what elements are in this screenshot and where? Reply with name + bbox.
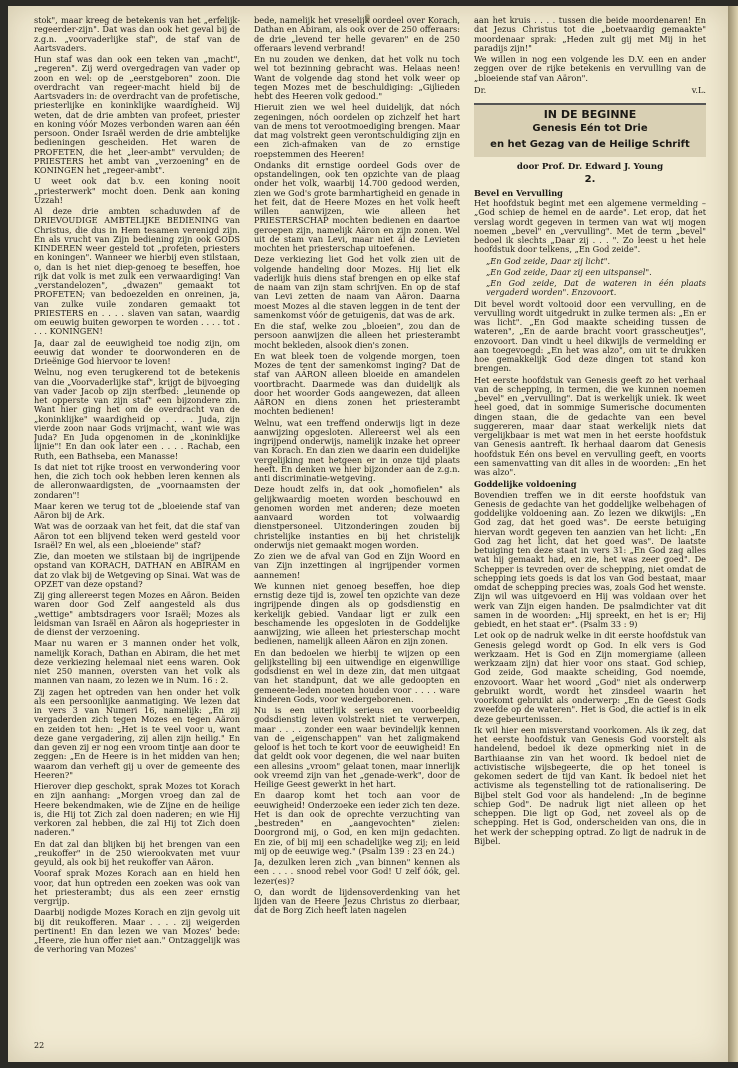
paragraph: Zo zien we de afval van God en Zijn Woord en van Zijn inzettingen al ingrijpender vormen aannemen!: [254, 551, 460, 580]
paragraph: Maar keren we terug tot de „bloeiende staf van Aäron bij de Ark.: [34, 500, 240, 520]
article-author: door Prof. Dr. Edward J. Young: [516, 162, 664, 173]
paragraph: We willen in nog een volgende les D.V. een en ander zeggen over de rijke betekenis en vervulling van de „bloeiende staf van Aäron".: [474, 54, 706, 83]
paragraph: Is dat niet tot rijke troost en verwondering voor hen, die zich toch ook hebben leren kennen als de alleronwaardigsten, de „voornaamsten der zondaren"!: [34, 461, 240, 500]
paragraph: Welnu, nog even terugkerend tot de betekenis van die „Voorvaderlijke staf", krijgt de bijvoeging van vader Jacob op zijn sterfbed: „leunende op het opperste van zijn staf" een bijzondere zin. Want hier ging het om de overdracht van de „koninklijke" waardigheid op . . . . Juda, zijn vierde zoon naar Gods vrijmacht, want wie was Juda? En Juda opgenomen in de „koninklijke lijnie"! En dan ook later een . . . . Rachab, een Ruth, een Bathseba, een Manasse!: [34, 367, 240, 461]
page-number: 22: [34, 1041, 45, 1050]
article-title-line1: Genesis Eén tot Drie: [532, 123, 648, 135]
paragraph: stok", maar kreeg de betekenis van het „erfelijk-regeerder-zijn". Dat was dan ook het geval bij de z.g.n. „voorvaderlijke staf", de staf van de Aartsvaders.: [34, 16, 240, 53]
paragraph: Dit bevel wordt voltooid door een vervulling, en de vervulling wordt uitgedrukt in zulke termen als: „En er was licht". „En God maakte scheiding tussen de wateren", „En de aarde bracht voort grasscheutjes", enzovoort. Dan vindt u heel dikwijls de vermelding er aan toegevoegd: „En het was alzo", om uit te drukken hoe gemakkelijk God deze dingen tot stand kon brengen.: [474, 298, 706, 374]
paragraph: Welnu, wat een treffend onderwijs ligt in deze aanwijzing opgesloten. Allereerst wel als een ingrijpend onderwijs, namelijk inzake het opreer van Korach. En dan zien we daarin een duidelijke vergelijking met hetgeen er in onze tijd plaats heeft. En denken we hier bijzonder aan de z.g.n. anti discriminatie-wetgeving.: [254, 417, 460, 483]
paragraph: Bovendien treffen we in dit eerste hoofdstuk van Genesis de gedachte van het goddelijke welbehagen of goddelijke voldoening aan. Zo lezen we dikwijls: „En God zag, dat het goed was". De eerste betuiging hiervan wordt gegeven ten aanzien van het licht: „En God zag het licht, dat het goed was". De laatste betuiging ten deze staat in vers 31: „En God zag alles wat hij gemaakt had, en zie, het was zeer goed". De Schepper is tevreden over de schepping, niet omdat de schepping iets goeds is dat los van God bestaat, maar omdat de schepping precies was, zoals God het wenste. Zijn wil was uitgevoerd en Hij was voldaan over het werk van Zijn eigen handen. De psalmdichter vat dit samen in de woorden: „Hij spreekt, en het is er; Hij gebiedt, en het staat er". (Psalm 33 : 9): [474, 489, 706, 629]
column-middle: [254, 16, 460, 1046]
paragraph: Ja, daar zal de eeuwigheid toe nodig zijn, om eeuwig dat wonder te doorwonderen en de Drieënige God hiervoor te loven!: [34, 337, 240, 366]
paragraph: Deze houdt zelfs in, dat ook „homofielen" als gelijkwaardig moeten worden beschouwd en genomen worden met anderen; deze moeten aanvaard worden tot volwaardig dienstpersoneel. Uitzonderingen zouden bij christelijke instanties en bij het christelijk onderwijs niet gemaakt mogen worden.: [254, 484, 460, 550]
paragraph: Ondanks dit ernstige oordeel Gods over de opstandelingen, ook ten opzichte van de plaag onder het volk, waarbij 14.700 gedood werden, zien we God's grote barmhartigheid en genade in het feit, dat de Heere Mozes en het volk heeft willen aanwijzen, wie alleen het PRIESTERSCHAP mochten bedienen en daartoe geroepen zijn, namelijk Aäron en zijn zonen. Wel uit de stam van Levi, maar niet ál de Levieten mochten het priesterschap uitoefenen.: [254, 159, 460, 253]
paragraph: Ik wil hier een misverstand voorkomen. Als ik zeg, dat het eerste hoofdstuk van Genesis God voorstelt als handelend, bedoel ik deze opmerking niet in de Barthiaanse zin van het woord. Ik bedoel niet de activistische wijsbegeerte, die op het toneel is gekomen sedert de tijd van Kant. Ik bedoel niet het activisme als tegenstelling tot de rationalisering. De Bijbel stelt God voor als handelend: „In de beginne schiep God". De nadruk ligt niet alleen op het scheppen. Die ligt op God, net zoveel als op de schepping. Het is God, onderscheiden van ons, die in het werk der schepping optrad. Zo ligt de nadruk in de Bijbel.: [474, 724, 706, 846]
page-edge: [728, 6, 738, 1062]
column-left: [34, 16, 240, 1028]
section-subheading: Goddelijke voldoening: [474, 479, 577, 490]
signature-left: Dr.: [474, 84, 487, 95]
article-body: [474, 189, 706, 846]
paragraph: En daarop komt het toch aan voor de eeuwigheid! Onderzoeke een ieder zich ten deze. Het is dan ook de oprechte verzuchting van „bestreden" en „aangevochten" zielen: Doorgrond mij, o God, en ken mijn gedachten. En zie, of bij mij een schadelijke weg zij; en leid mij op de eeuwige weg." (Psalm 139 : 23 en 24.): [254, 790, 460, 856]
paragraph: Nu is een uiterlijk serieus en voorbeeldig godsdienstig leven volstrekt niet te verwerpen, maar . . . . zonder een waar bevindelijk kennen van de „eigenschappen" van het zaligmakend geloof is het toch te kort voor de eeuwigheid! En dat geldt ook voor degenen, die wel naar buiten een allesins „vroom" gelaat tonen, maar innerlijk ook vreemd zijn van het „genade-werk", door de Heilige Geest gewerkt in het hart.: [254, 705, 460, 789]
paragraph: Al deze drie ambten schaduwden af de DRIEVOUDIGE AMBTELIJKE BEDIENING van Christus, die dus in Hem tesamen verenigd zijn. En als vrucht van Zijn bediening zijn ook GODS KINDEREN weer gesteld tot „profeten, priesters en koningen". Wanneer we hierbij even stilstaan, o, dan is het niet diep-genoeg te beseffen, hoe rijk dat volk is met zulk een verwaardiging! Van „verstandelozen", „dwazen" gemaakt tot PROFETEN; van bedoezelden en onreinen, ja, van zulke vuile zondaren gemaakt tot PRIESTERS en . . . . slaven van satan, waardig om eeuwig buiten geworpen te worden . . . . tot . . . . KONINGEN!: [34, 206, 240, 337]
paragraph: Zij zagen het optreden van hen onder het volk als een persoonlijke aanmatiging. We lezen dat in vers 3 van Numeri 16, namelijk: „En zij vergaderden zich tegen Mozes en tegen Aäron en zeiden tot hen: „Het is te veel voor u, want deze gane vergadering, zij allen zijn heilig." En dan geven zij er nog een vroom tintje aan door te zeggen: „En de Heere is in het midden van hen; waarom dan verheft gij u over de gemeente des Heeren?": [34, 686, 240, 780]
signature-right: v.L.: [691, 84, 706, 95]
paragraph: Maar nu waren er 3 mannen onder het volk, namelijk Korach, Dathan en Abiram, die het met deze verkiezing helemaal niet eens waren. Ook niet 250 mannen, oversten van het volk als mannen van naam, zo lezen we in Num. 16 : 2.: [34, 638, 240, 686]
paragraph: En die staf, welke zou „bloeien", zou dan de persoon aanwijzen die alleen het priesterambt mocht bekleden, alsook dien's zonen.: [254, 321, 460, 350]
paragraph: „En God zeide, Daar zij licht".: [486, 255, 611, 266]
paragraph: U weet ook dat b.v. een koning nooit „priesterwerk" mocht doen. Denk aan koning Uzzah!: [34, 176, 240, 205]
column-right: [474, 16, 706, 1046]
paragraph: Daarbij nodigde Mozes Korach en zijn gevolg uit bij dit reukofferen. Maar . . . . zij weigerden pertinent! En dan lezen we van Mozes' bede: „Heere, zie hun offer niet aan." Ontzaggelijk was de verhoring van Mozes': [34, 907, 240, 955]
paragraph: We kunnen niet genoeg beseffen, hoe diep ernstig deze tijd is, zowel ten opzichte van deze ingrijpende dingen als op godsdienstig en kerkelijk gebied. Vandaar ligt er zulk een beschamende les opgesloten in de Goddelijke aanwijzing, wie alleen het priesterschap mocht bedienen, namelijk alleen Aäron en zijn zonen.: [254, 580, 460, 647]
paragraph: Hierover diep geschokt, sprak Mozes tot Korach en zijn aanhang: „Morgen vroeg dan zal de Heere bekendmaken, wie de Zijne en de heilige is, die Hij tot Zich zal doen naderen; en wie Hij verkoren zal hebben, die zal Hij tot Zich doen naderen.": [34, 781, 240, 838]
paragraph: O, dan wordt de lijdensoverdenking van het lijden van de Heere Jezus Christus zo dierbaar, dat de Borg Zich heeft laten nagelen: [254, 886, 460, 916]
chapter-number: 2.: [584, 173, 596, 185]
paragraph: Zie, dan moeten we stilstaan bij de ingrijpende opstand van KORACH, DATHAN en ABIRAM en dat zo vlak bij de Wetgeving op Sinai. Wat was de OPZET van deze opstand?: [34, 551, 240, 589]
paragraph: En dat zal dan blijken bij het brengen van een „reukoffer" in de 250 wierookvaten met vuur geyuld, als ook bij het reukoffer van Aäron.: [34, 838, 240, 867]
paragraph: „En God zeide, Dat de wateren in één plaats vergaderd worden". Enzovoort.: [486, 278, 706, 298]
paragraph: En nu zouden we denken, dat het volk nu toch wel tot bezinning gebracht was. Helaas neen! Want de volgende dag stond het volk weer op tegen Mozes met de beschuldiging: „Gijlieden hebt des Heeren volk gedood.": [254, 54, 460, 101]
paragraph: Ja, dezulken leren zich „van binnen" kennen als een . . . . snood rebel voor God! U zelf óók, gel. lezer(es)?: [254, 857, 460, 886]
section-label: IN DE BEGINNE: [543, 108, 637, 121]
section-subheading: Bevel en Vervulling: [474, 187, 563, 198]
article-header: [474, 103, 706, 157]
paragraph: bede, namelijk het vreselijk oordeel over Korach, Dathan en Abiram, als ook over de 250 offeraars: de drie „levend ter helle gevaren" en de 250 offeraars levend verbrand!: [254, 16, 460, 53]
paragraph: Hieruit zien we wel heel duidelijk, dat nóch zegeningen, nóch oordelen op zichzelf het hart van de mens tot verootmoediging brengen. Maar dat mag volstrekt geen verontschuldiging zijn en een zich-afmaken van de zo ernstige roepstemmen des Heeren!: [254, 102, 460, 159]
paragraph: Het eerste hoofdstuk van Genesis geeft zo het verhaal van de schepping, in termen, die we kunnen noemen „bevel" en „vervulling". Dat is werkelijk uniek. Ik weet heel goed, dat in sommige Sumerische documenten dingen staan, die de gedachte van een bevel suggereren, maar daar staat werkelijk niets dat vergelijkbaar is met wat men in het eerste hoofdstuk van Genesis aantreft. Ik herhaal daarom dat Genesis hoofdstuk Eén ons bevel en vervulling geeft, en voorts een samenvatting van dit alles in de woorden: „En het was alzo".: [474, 374, 706, 477]
paragraph: Het hoofdstuk begint met een algemene vermelding – „God schiep de hemel en de aarde". Let erop, dat het verslag wordt gegeven in termen van wat wij mogen noemen „bevel" en „vervulling". Met de term „bevel" bedoel ik slechts „Daar zij . . . ". Zo leest u het hele hoofdstuk door telkens, „En God zeide".: [474, 198, 706, 255]
paragraph: Wat was de oorzaak van het feit, dat die staf van Aäron tot een blijvend teken werd gesteld voor Israël? En wel, als een „bloeiende" staf?: [34, 521, 240, 550]
magazine-page: [8, 6, 728, 1062]
paragraph: Let ook op de nadruk welke in dit eerste hoofdstuk van Genesis gelegd wordt op God. In elk vers is God werkzaam. Het is God en Zijn momergiame (alleen werkzaam zijn) dat hier voor ons staat. God schiep, God zeide, God maakte scheiding, God noemde, enzovoort. Waar het woord „God" niet als onderwerp gebruikt wordt, wordt het zinsdeel waarin het voorkomt gebruikt als onderwerp: „En de Geest Gods zweefde op de wateren". Het is God, die actief is in elk deze gebeurtenissen.: [474, 630, 706, 724]
signature-line: [474, 86, 706, 95]
paragraph: En dan bedoelen we hierbij te wijzen op een gelijkstelling bij een uitwendige en eigenwillige godsdienst en wel in deze zin, dat men uitgaat van het standpunt, dat we alle gedoopten en gemeente-leden moeten houden voor . . . . ware kinderen Gods, voor wedergeborenen.: [254, 647, 460, 704]
paragraph: Zij ging allereerst tegen Mozes en Aäron. Beiden waren door God Zelf aangesteld als dus „wettige" ambtsdragers voor Israël; Mozes als leidsman van Israël en Aäron als hogepriester in de dienst der verzoening.: [34, 590, 240, 637]
paragraph: Deze verkiezing liet God het volk zien uit de volgende handeling door Mozes. Hij liet elk vaderlijk huis diens staf brengen en op elke staf de naam van zijn stam schrijven. En op de staf van Levi zetten de naam van Aäron. Daarna moest Mozes al die staven leggen in de tent der samenkomst vóór de getuigenis, dat was de ark.: [254, 254, 460, 320]
paragraph: En wat bleek toen de volgende morgen, toen Mozes de tent der samenkomst inging? Dat de staf van AÄRON alleen bloeide en amandelen voortbracht. Daarmede was dan duidelijk als door het woorder Gods aangewezen, dat alleen AäRON en diens zonen het priesterambt mochten bedienen!: [254, 350, 460, 417]
paragraph: Hun staf was dan ook een teken van „macht", „regeren". Zij werd overgedragen van vader op zoon en wel: op de „eerstgeboren" zoon. Die overdracht van regeer-macht hield bij de Aartsvaders in: de overdracht van de profetische, priesterlijke en koninklijke waardigheid. Wij weten, dat de drie ambten van profeet, priester en koning vóór Mozes verbonden waren aan één persoon. Onder Israël werden de drie ambtelijke bedieningen gescheiden. Het waren de PROFETEN, die het „leer-ambt" vervulden; de PRIESTERS het ambt van „verzoening" en de KONINGEN het „regeer-ambt".: [34, 54, 240, 175]
article-title-line2: en het Gezag van de Heilige Schrift: [490, 139, 690, 151]
paragraph: „En God zeide, Daar zij een uitspansel".: [486, 266, 652, 277]
paragraph: Vooraf sprak Mozes Korach aan en hield hen voor, dat hun optreden een zoeken was ook van het priesterambt; dus als een zeer ernstig vergrijp.: [34, 868, 240, 906]
article-ending: [474, 16, 706, 83]
paragraph: aan het kruis . . . . tussen die beide moordenaren! En dat Jezus Christus tot die „boetvaardig gemaakte" moordenaar sprak: „Heden zult gij met Mij in het paradijs zijn!": [474, 16, 706, 53]
